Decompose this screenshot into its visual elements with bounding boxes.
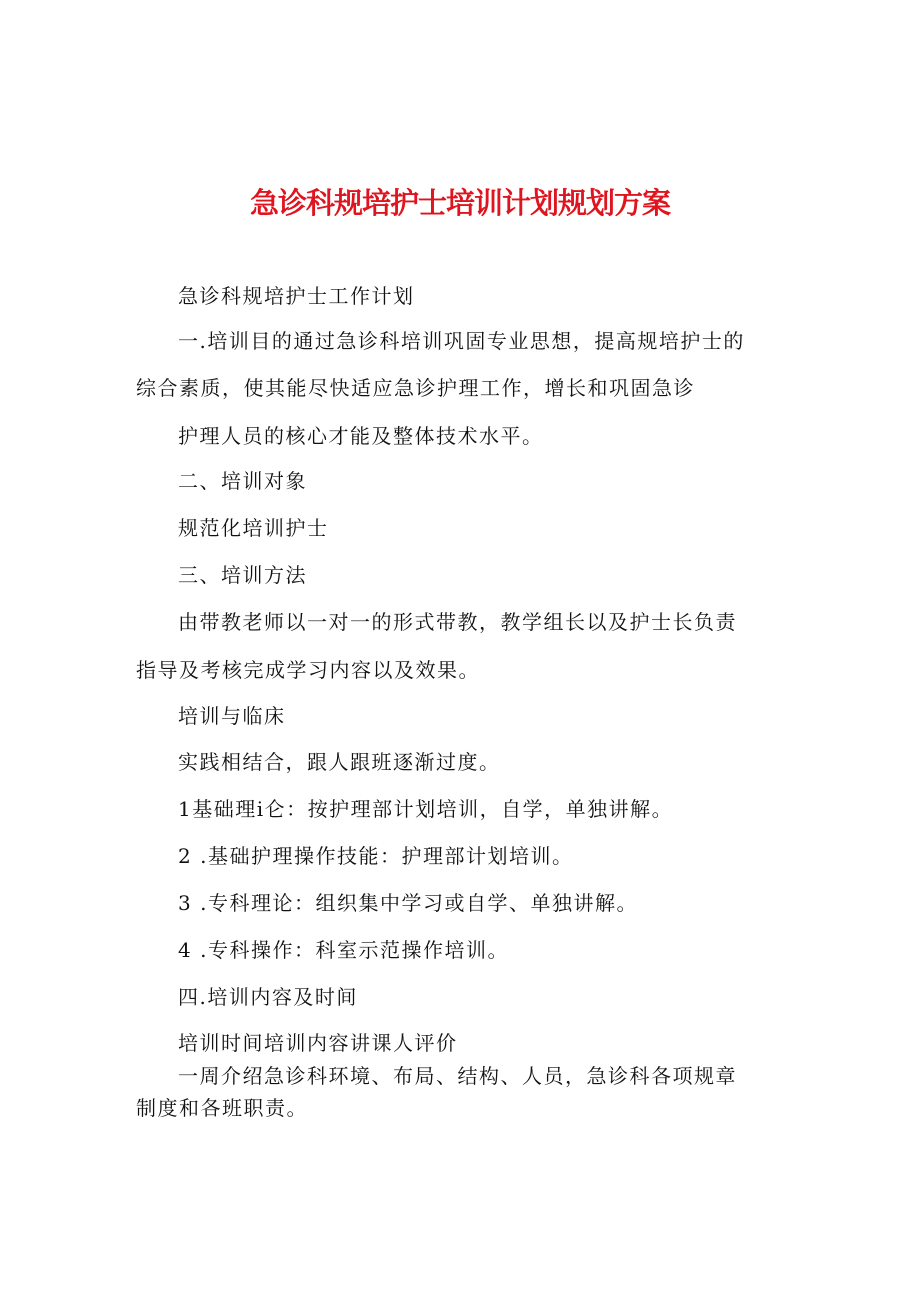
- line-clinical: 培训与临床: [178, 704, 286, 728]
- document-title: 急诊科规培护士培训计划规划方案: [249, 186, 670, 220]
- line-section-method: 三、培训方法: [178, 563, 307, 587]
- line-method-2: 指导及考核完成学习内容以及效果。: [136, 658, 480, 682]
- line-practice: 实践相结合，跟人跟班逐渐过度。: [178, 750, 501, 774]
- line-work-plan-heading: 急诊科规培护士工作计划: [178, 284, 415, 308]
- line-purpose-2: 综合素质，使其能尽快适应急诊护理工作，增长和巩固急诊: [136, 376, 695, 400]
- line-target-value: 规范化培训护士: [178, 516, 329, 540]
- line-week-1-cont: 制度和各班职责。: [136, 1096, 308, 1120]
- line-section-content: 四.培训内容及时间: [178, 985, 358, 1009]
- line-item-4: 4 .专科操作：科室示范操作培训。: [178, 938, 509, 962]
- line-item-3: 3 .专科理论：组织集中学习或自学、单独讲解。: [178, 891, 638, 915]
- line-method-1: 由带教老师以一对一的形式带教，教学组长以及护士长负责: [178, 610, 737, 634]
- line-item-1: 1基础理i仑：按护理部计划培训，自学，单独讲解。: [178, 797, 674, 821]
- line-table-header: 培训时间培训内容讲课人评价: [178, 1031, 458, 1055]
- line-purpose-1: 一.培训目的通过急诊科培训巩固专业思想，提高规培护士的: [178, 329, 745, 353]
- line-week-1: 一周介绍急诊科环境、布局、结构、人员，急诊科各项规章: [178, 1064, 737, 1088]
- line-item-2: 2 .基础护理操作技能：护理部计划培训。: [178, 844, 574, 868]
- line-purpose-3: 护理人员的核心才能及整体技术水平。: [178, 424, 544, 448]
- line-section-target: 二、培训对象: [178, 469, 307, 493]
